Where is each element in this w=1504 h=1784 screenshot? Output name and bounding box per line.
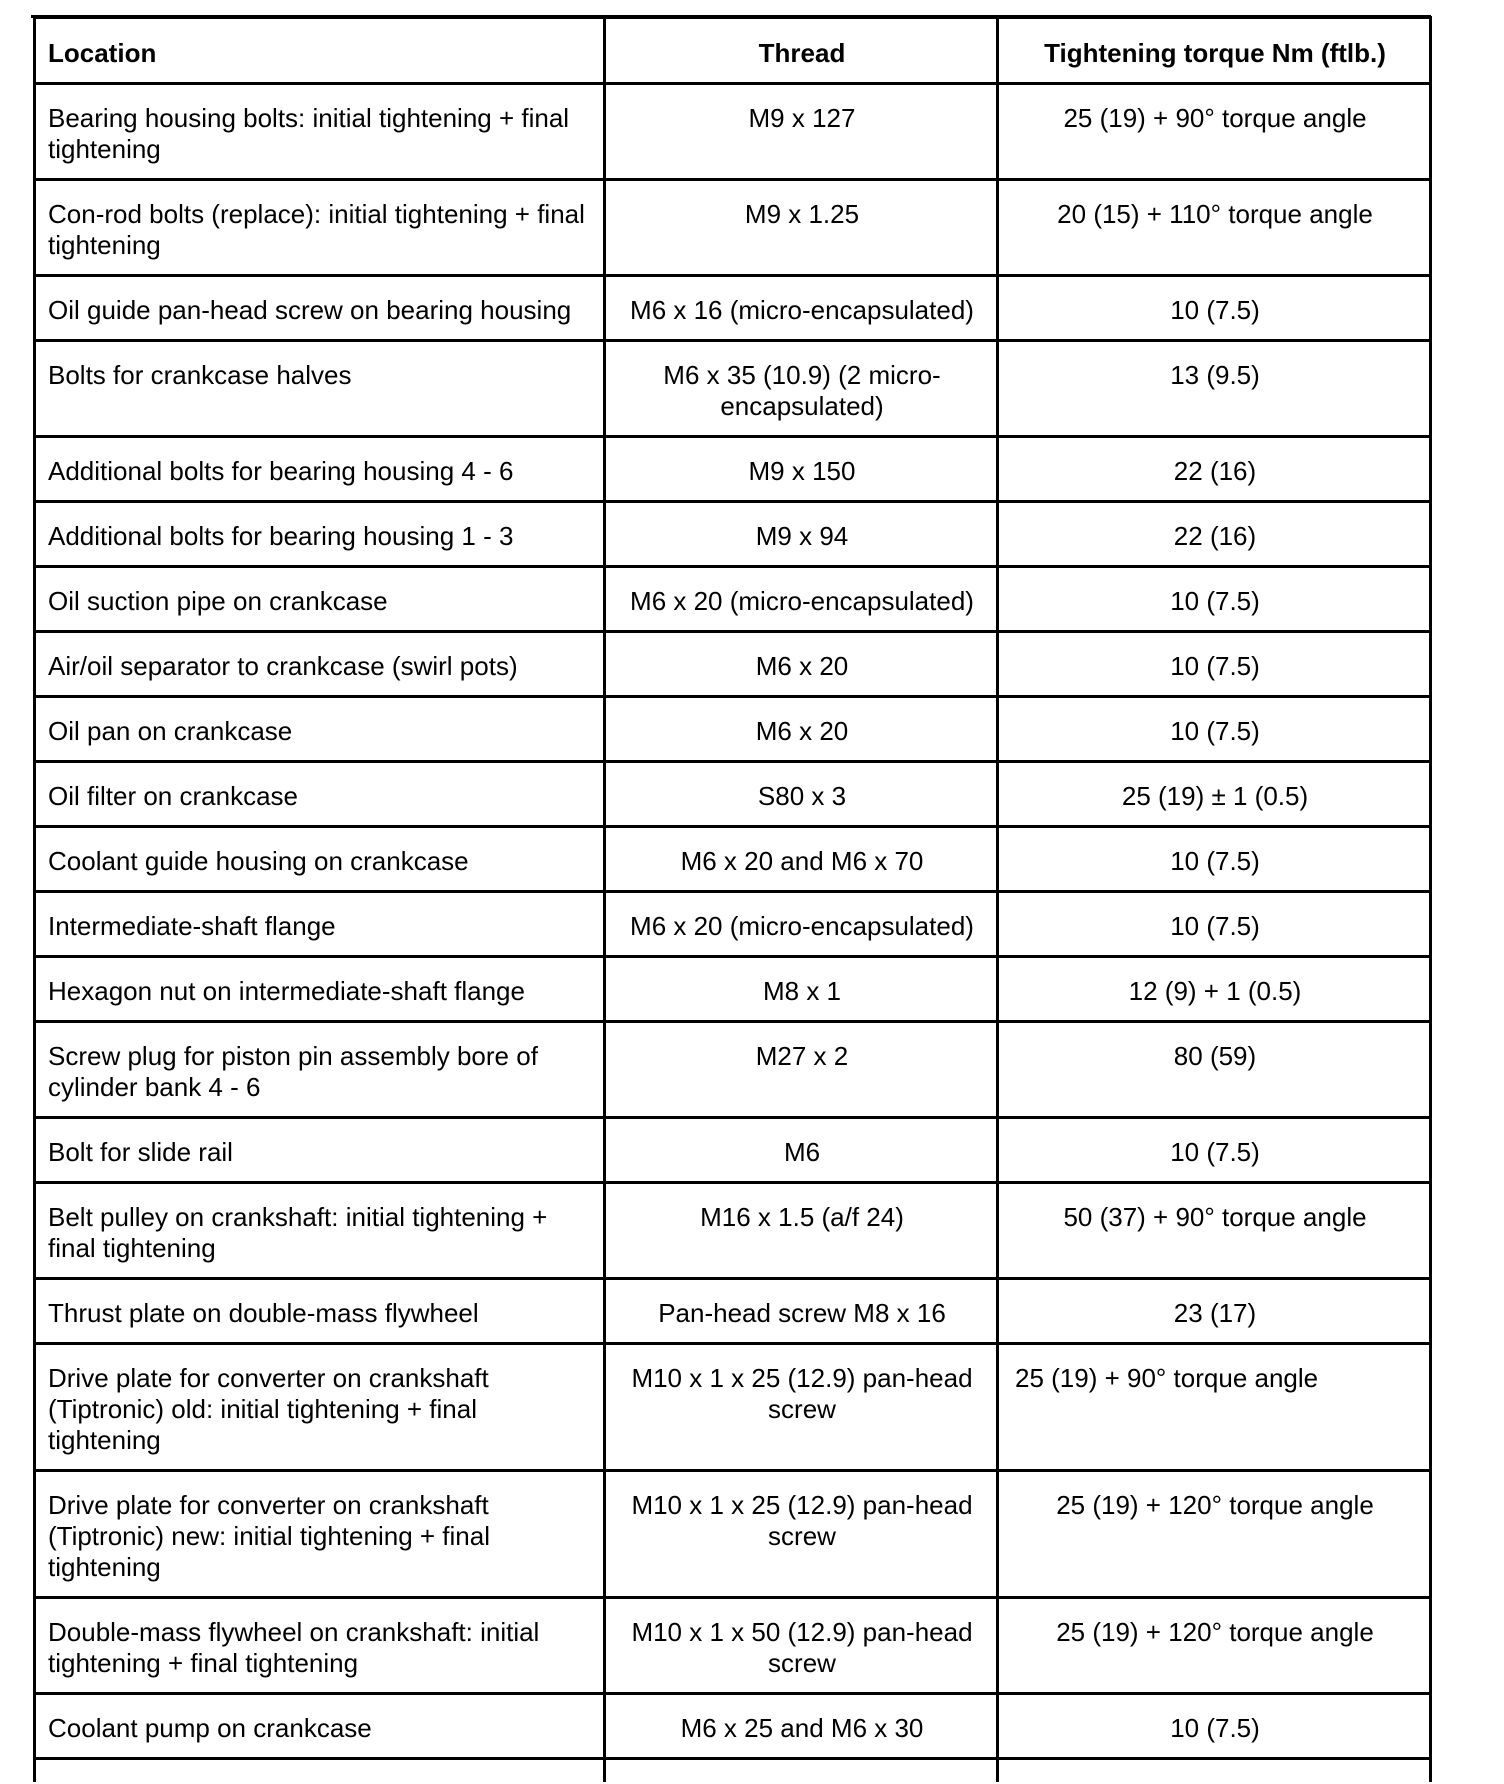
table-row	[35, 180, 1431, 276]
table-row	[35, 1471, 1431, 1598]
thread-cell: M9 x 150	[605, 437, 998, 502]
location-cell: Additional bolts for bearing housing 4 - 6	[35, 437, 605, 502]
empty-cell	[605, 1759, 998, 1783]
location-cell: Drive plate for converter on crankshaft (Tiptronic) old: initial tightening + final tightening	[35, 1344, 605, 1471]
torque-cell: 80 (59)	[998, 1022, 1431, 1118]
thread-cell: M6 x 20 and M6 x 70	[605, 827, 998, 892]
table-row	[35, 1694, 1431, 1759]
table-row	[35, 567, 1431, 632]
torque-cell: 10 (7.5)	[998, 892, 1431, 957]
location-cell: Coolant guide housing on crankcase	[35, 827, 605, 892]
table-row	[35, 632, 1431, 697]
location-cell: Coolant pump on crankcase	[35, 1694, 605, 1759]
table-row	[35, 502, 1431, 567]
table-row	[35, 827, 1431, 892]
table-row	[35, 1279, 1431, 1344]
torque-cell: 10 (7.5)	[998, 276, 1431, 341]
table-row-continuation	[35, 1759, 1431, 1783]
thread-cell: M9 x 127	[605, 84, 998, 180]
table-row	[35, 957, 1431, 1022]
table-row	[35, 697, 1431, 762]
torque-cell: 23 (17)	[998, 1279, 1431, 1344]
torque-table	[33, 16, 1432, 1782]
table-row	[35, 1344, 1431, 1471]
location-cell: Bolt for slide rail	[35, 1118, 605, 1183]
thread-cell: M27 x 2	[605, 1022, 998, 1118]
thread-cell: M8 x 1	[605, 957, 998, 1022]
thread-cell: M9 x 94	[605, 502, 998, 567]
torque-cell: 22 (16)	[998, 502, 1431, 567]
torque-cell: 50 (37) + 90° torque angle	[998, 1183, 1431, 1279]
thread-cell: M10 x 1 x 50 (12.9) pan-head screw	[605, 1598, 998, 1694]
location-cell: Thrust plate on double-mass flywheel	[35, 1279, 605, 1344]
table-row	[35, 1598, 1431, 1694]
location-cell: Screw plug for piston pin assembly bore of cylinder bank 4 - 6	[35, 1022, 605, 1118]
thread-cell: M6 x 16 (micro-encapsulated)	[605, 276, 998, 341]
table-row	[35, 762, 1431, 827]
location-cell: Bearing housing bolts: initial tightening + final tightening	[35, 84, 605, 180]
table-row	[35, 437, 1431, 502]
thread-cell: M6 x 20	[605, 697, 998, 762]
torque-cell: 10 (7.5)	[998, 567, 1431, 632]
table-row	[35, 341, 1431, 437]
location-cell: Oil pan on crankcase	[35, 697, 605, 762]
table-row	[35, 1183, 1431, 1279]
location-cell: Oil guide pan-head screw on bearing housing	[35, 276, 605, 341]
header-row	[35, 18, 1431, 84]
thread-cell: M10 x 1 x 25 (12.9) pan-head screw	[605, 1344, 998, 1471]
location-cell: Double-mass flywheel on crankshaft: initial tightening + final tightening	[35, 1598, 605, 1694]
torque-cell: 13 (9.5)	[998, 341, 1431, 437]
thread-cell: M6 x 20 (micro-encapsulated)	[605, 892, 998, 957]
location-cell: Belt pulley on crankshaft: initial tightening + final tightening	[35, 1183, 605, 1279]
torque-cell: 12 (9) + 1 (0.5)	[998, 957, 1431, 1022]
thread-cell: M6	[605, 1118, 998, 1183]
table-row	[35, 892, 1431, 957]
thread-cell: M16 x 1.5 (a/f 24)	[605, 1183, 998, 1279]
thread-cell: M6 x 20	[605, 632, 998, 697]
table-row	[35, 1022, 1431, 1118]
torque-cell: 22 (16)	[998, 437, 1431, 502]
location-cell: Con-rod bolts (replace): initial tightening + final tightening	[35, 180, 605, 276]
header-location: Location	[35, 18, 605, 84]
location-cell: Bolts for crankcase halves	[35, 341, 605, 437]
torque-cell: 20 (15) + 110° torque angle	[998, 180, 1431, 276]
location-cell: Additional bolts for bearing housing 1 - 3	[35, 502, 605, 567]
torque-cell: 10 (7.5)	[998, 827, 1431, 892]
table-row	[35, 1118, 1431, 1183]
torque-cell: 10 (7.5)	[998, 1694, 1431, 1759]
location-cell: Oil filter on crankcase	[35, 762, 605, 827]
location-cell: Intermediate-shaft flange	[35, 892, 605, 957]
thread-cell: Pan-head screw M8 x 16	[605, 1279, 998, 1344]
location-cell: Hexagon nut on intermediate-shaft flange	[35, 957, 605, 1022]
torque-cell: 25 (19) + 120° torque angle	[998, 1471, 1431, 1598]
location-cell: Air/oil separator to crankcase (swirl pots)	[35, 632, 605, 697]
torque-cell: 25 (19) ± 1 (0.5)	[998, 762, 1431, 827]
torque-cell: 10 (7.5)	[998, 632, 1431, 697]
header-torque: Tightening torque Nm (ftlb.)	[998, 18, 1431, 84]
table-row	[35, 276, 1431, 341]
location-cell: Oil suction pipe on crankcase	[35, 567, 605, 632]
thread-cell: M6 x 35 (10.9) (2 micro-encapsulated)	[605, 341, 998, 437]
torque-cell: 25 (19) + 120° torque angle	[998, 1598, 1431, 1694]
header-thread: Thread	[605, 18, 998, 84]
table-row	[35, 84, 1431, 180]
empty-cell	[998, 1759, 1431, 1783]
thread-cell: S80 x 3	[605, 762, 998, 827]
thread-cell: M9 x 1.25	[605, 180, 998, 276]
table-top-border	[31, 15, 1431, 18]
empty-cell	[35, 1759, 605, 1783]
location-cell: Drive plate for converter on crankshaft (Tiptronic) new: initial tightening + final tightening	[35, 1471, 605, 1598]
torque-cell: 25 (19) + 90° torque angle	[998, 84, 1431, 180]
thread-cell: M10 x 1 x 25 (12.9) pan-head screw	[605, 1471, 998, 1598]
torque-cell: 10 (7.5)	[998, 1118, 1431, 1183]
thread-cell: M6 x 25 and M6 x 30	[605, 1694, 998, 1759]
torque-cell: 10 (7.5)	[998, 697, 1431, 762]
torque-cell: 25 (19) + 90° torque angle	[998, 1344, 1431, 1471]
thread-cell: M6 x 20 (micro-encapsulated)	[605, 567, 998, 632]
